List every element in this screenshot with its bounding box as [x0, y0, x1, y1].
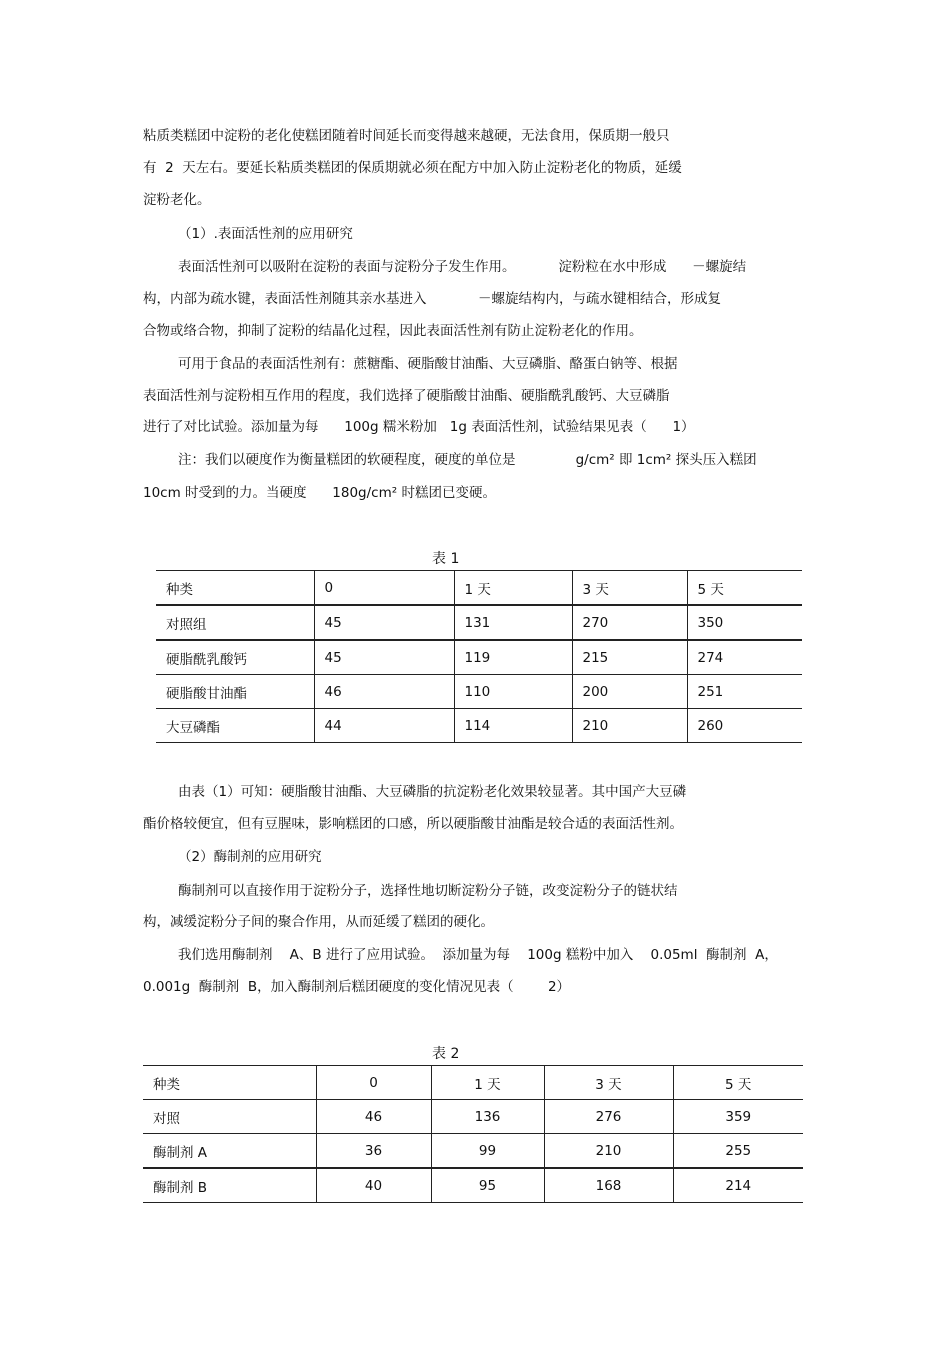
header-cell: 3 天 [544, 1066, 673, 1100]
paragraph-1-line-3: 淀粉老化。 [143, 192, 211, 208]
table-1 [156, 570, 802, 743]
note-line-1: 注：我们以硬度作为衡量糕团的软硬程度，硬度的单位是 g/cm² 即 1cm² 探头压入糕团 [178, 452, 757, 468]
table-cell: 270 [572, 605, 687, 640]
table-row [143, 1134, 803, 1169]
table-2-caption: 表 2 [432, 1046, 460, 1062]
paragraph-5-line-2: 构，减缓淀粉分子间的聚合作用，从而延缓了糕团的硬化。 [143, 914, 494, 930]
table-cell: 对照 [143, 1100, 316, 1134]
table-cell: 350 [687, 605, 802, 640]
table-cell: 214 [673, 1168, 803, 1203]
table-cell: 210 [572, 709, 687, 743]
table-cell: 46 [314, 675, 454, 709]
table-cell: 酶制剂 A [143, 1134, 316, 1169]
table-cell: 260 [687, 709, 802, 743]
table-header-row [143, 1066, 803, 1100]
header-cell: 5 天 [687, 571, 802, 606]
table-cell: 136 [431, 1100, 544, 1134]
table-cell: 对照组 [156, 605, 314, 640]
header-cell: 1 天 [431, 1066, 544, 1100]
paragraph-2-line-2: 构，内部为疏水键，表面活性剂随其亲水基进入 －螺旋结构内，与疏水键相结合，形成复 [143, 291, 721, 307]
table-cell: 45 [314, 605, 454, 640]
paragraph-1-line-2: 有 2 天左右。要延长粘质类糕团的保质期就必须在配方中加入防止淀粉老化的物质，延缓 [143, 160, 682, 176]
header-cell: 种类 [153, 1076, 180, 1093]
header-cell: 种类 [166, 581, 193, 598]
table-cell: 45 [314, 640, 454, 675]
table-cell: 274 [687, 640, 802, 675]
note-line-2: 10cm 时受到的力。当硬度 180g/cm² 时糕团已变硬。 [143, 485, 496, 501]
table-cell: 131 [454, 605, 572, 640]
table-cell: 359 [673, 1100, 803, 1134]
table-row [156, 709, 802, 743]
table-cell: 硬脂酸甘油酯 [156, 675, 314, 709]
table-1-caption: 表 1 [432, 551, 460, 567]
table-cell: 46 [316, 1100, 431, 1134]
paragraph-3-line-1: 可用于食品的表面活性剂有：蔗糖酯、硬脂酸甘油酯、大豆磷脂、酪蛋白钠等、根据 [178, 356, 678, 372]
table-cell: 215 [572, 640, 687, 675]
table-cell: 99 [431, 1134, 544, 1169]
table-cell: 酶制剂 B [143, 1168, 316, 1203]
table-cell: 114 [454, 709, 572, 743]
table-cell: 硬脂酰乳酸钙 [156, 640, 314, 675]
table-cell: 200 [572, 675, 687, 709]
table-cell: 95 [431, 1168, 544, 1203]
table-cell: 110 [454, 675, 572, 709]
table-cell: 255 [673, 1134, 803, 1169]
paragraph-6-line-1: 我们选用酶制剂 A、B 进行了应用试验。 添加量为每 100g 糕粉中加入 0.05ml 酶制剂 A， [178, 947, 778, 963]
header-cell: 5 天 [673, 1066, 803, 1100]
table-cell: 大豆磷酯 [156, 709, 314, 743]
header-cell: 1 天 [454, 571, 572, 606]
paragraph-2-line-3: 合物或络合物，抑制了淀粉的结晶化过程，因此表面活性剂有防止淀粉老化的作用。 [143, 323, 643, 339]
table-cell: 210 [544, 1134, 673, 1169]
table-2 [143, 1065, 803, 1203]
table-cell: 276 [544, 1100, 673, 1134]
table-row [156, 675, 802, 709]
header-cell: 0 [314, 571, 454, 606]
table-cell: 119 [454, 640, 572, 675]
table-cell: 168 [544, 1168, 673, 1203]
table-row [143, 1168, 803, 1203]
paragraph-1-line-1: 粘质类糕团中淀粉的老化使糕团随着时间延长而变得越来越硬，无法食用，保质期一般只 [143, 128, 670, 144]
paragraph-6-line-2: 0.001g 酶制剂 B，加入酶制剂后糕团硬度的变化情况见表（ 2） [143, 979, 571, 995]
header-cell: 0 [316, 1066, 431, 1100]
table-row [156, 640, 802, 675]
paragraph-2-line-1: 表面活性剂可以吸附在淀粉的表面与淀粉分子发生作用。 淀粉粒在水中形成 －螺旋结 [178, 259, 747, 275]
table-cell: 44 [314, 709, 454, 743]
paragraph-3-line-3: 进行了对比试验。添加量为每 100g 糯米粉加 1g 表面活性剂，试验结果见表（ 1） [143, 419, 695, 435]
table-cell: 251 [687, 675, 802, 709]
table-cell: 36 [316, 1134, 431, 1169]
table-cell: 40 [316, 1168, 431, 1203]
table-row [143, 1100, 803, 1134]
paragraph-4-line-1: 由表（1）可知：硬脂酸甘油酯、大豆磷脂的抗淀粉老化效果较显著。其中国产大豆磷 [178, 784, 687, 800]
table-header-row [156, 571, 802, 606]
header-cell: 3 天 [572, 571, 687, 606]
table-row [156, 605, 802, 640]
paragraph-5-line-1: 酶制剂可以直接作用于淀粉分子，选择性地切断淀粉分子链，改变淀粉分子的链状结 [178, 883, 678, 899]
section-heading-2: （2）酶制剂的应用研究 [178, 849, 322, 865]
paragraph-3-line-2: 表面活性剂与淀粉相互作用的程度，我们选择了硬脂酸甘油酯、硬脂酰乳酸钙、大豆磷脂 [143, 388, 670, 404]
section-heading-1: （1）.表面活性剂的应用研究 [178, 226, 353, 242]
paragraph-4-line-2: 酯价格较便宜，但有豆腥味，影响糕团的口感，所以硬脂酸甘油酯是较合适的表面活性剂。 [143, 816, 683, 832]
